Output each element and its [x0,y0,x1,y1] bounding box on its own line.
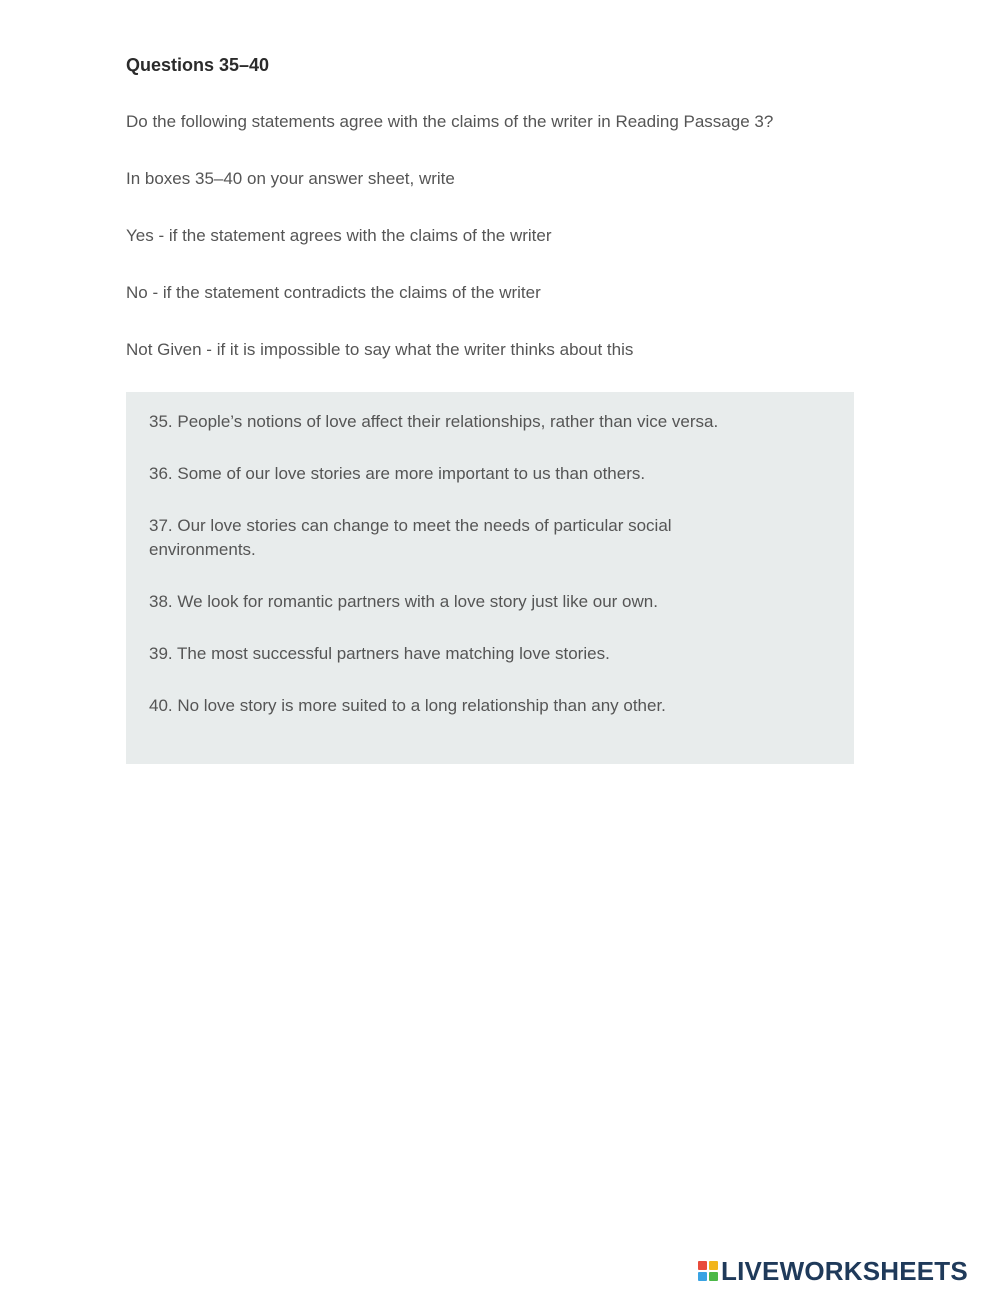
statement-36: 36. Some of our love stories are more important to us than others. [149,464,646,483]
statement-38: 38. We look for romantic partners with a love story just like our own. [149,592,658,611]
instruction-yes: Yes - if the statement agrees with the claims of the writer [126,226,552,245]
statement-40: 40. No love story is more suited to a long relationship than any other. [149,696,666,715]
statements-box [126,392,854,764]
section-heading: Questions 35–40 [126,55,270,75]
statement-37: 37. Our love stories can change to meet the needs of particular social environments. [149,516,672,559]
instruction-answer-sheet: In boxes 35–40 on your answer sheet, write [126,169,455,188]
logo-text: LIVEWORKSHEETS [721,1255,968,1286]
instruction-question: Do the following statements agree with the claims of the writer in Reading Passage 3? [126,112,774,131]
instruction-no: No - if the statement contradicts the claims of the writer [126,283,541,302]
liveworksheets-logo-icon [698,1261,718,1281]
statement-35: 35. People’s notions of love affect their relationships, rather than vice versa. [149,412,719,431]
liveworksheets-logo [698,1255,968,1286]
instruction-not-given: Not Given - if it is impossible to say what the writer thinks about this [126,340,634,359]
statement-39: 39. The most successful partners have matching love stories. [149,644,610,663]
